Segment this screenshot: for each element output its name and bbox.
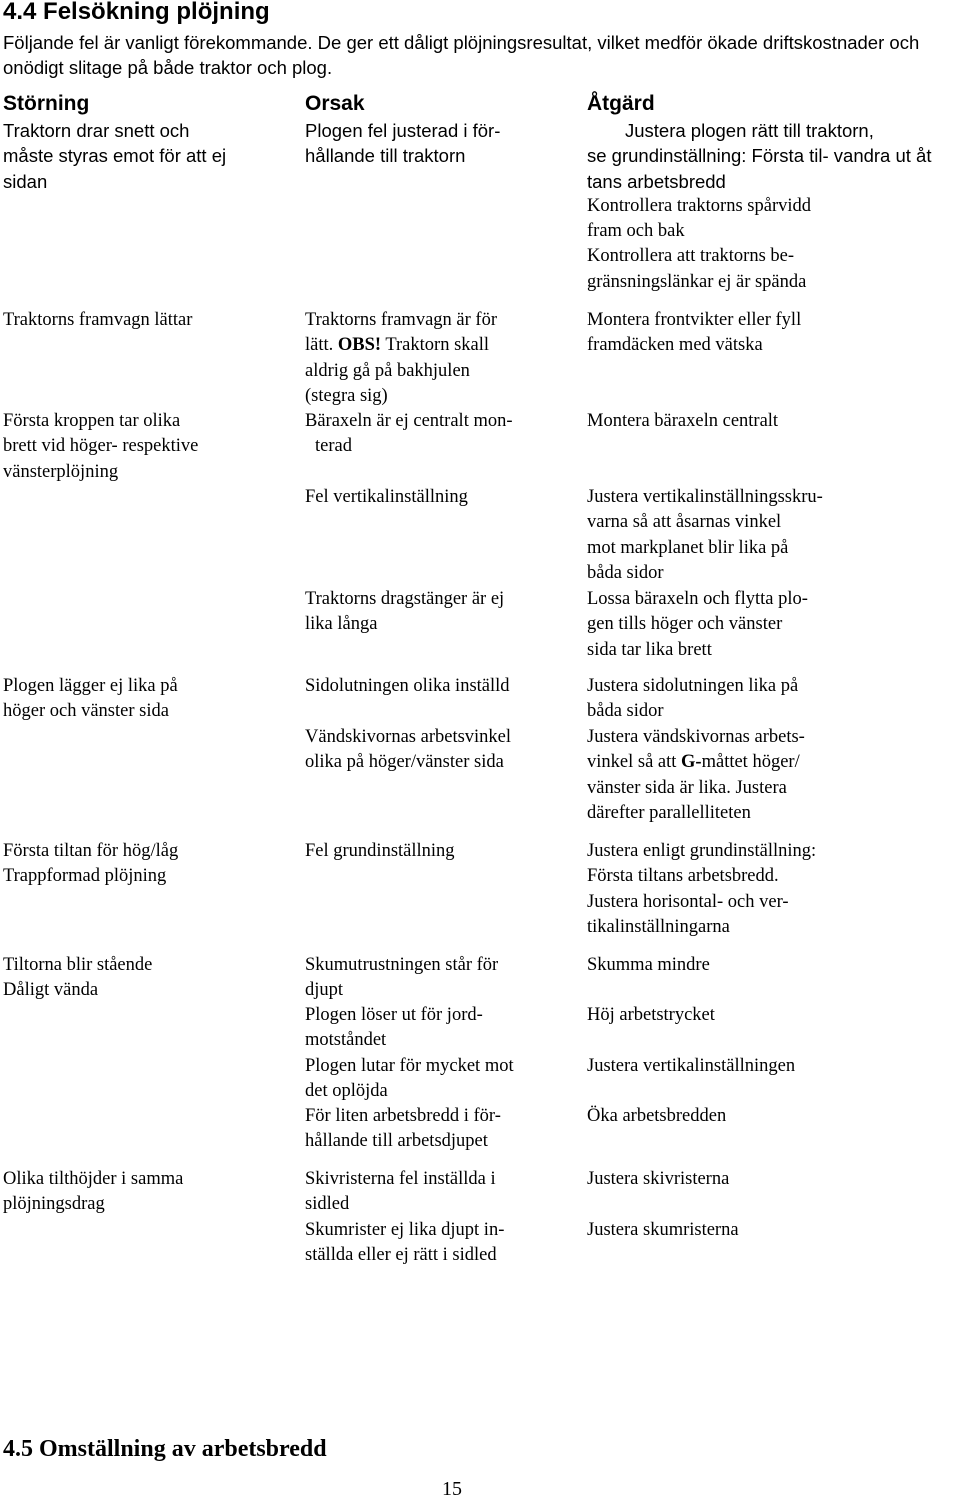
text-line: Första kroppen tar olika <box>3 411 181 431</box>
text-line: Justera horisontal- och ver- <box>587 891 789 912</box>
text-line: Kontrollera att traktorns be- <box>587 246 795 267</box>
text-line: det oplöjda <box>305 1081 388 1102</box>
text-line: Justera vändskivornas arbets- <box>587 727 805 747</box>
text-line: vänsterplöjning <box>3 461 119 482</box>
text-line: aldrig gå på bakhjulen <box>305 360 470 381</box>
text-line: Olika tilthöjder i samma <box>3 1169 184 1189</box>
atgard-cell <box>587 118 931 295</box>
text-line: Montera frontvikter eller fyll <box>587 310 802 330</box>
storning-cell <box>3 308 192 333</box>
text-line: Traktorns framvagn är för <box>305 310 497 330</box>
orsak-cell <box>305 1167 496 1218</box>
obs-emphasis: OBS! <box>337 335 382 356</box>
text-line: gen tills höger och vänster <box>587 614 783 635</box>
orsak-cell <box>305 485 468 510</box>
atgard-cell <box>587 674 798 725</box>
text-line: lika långa <box>305 614 378 635</box>
storning-cell <box>3 118 226 194</box>
text-line: Skumutrustningen står för <box>305 955 499 975</box>
text-line: lätt. OBS! Traktorn skall <box>305 335 490 356</box>
text-line: Plogen löser ut för jord- <box>305 1005 483 1025</box>
text-line: Plogen lägger ej lika på <box>3 676 178 696</box>
text-line: Första tiltans arbetsbredd. <box>587 866 779 887</box>
text-line: gränsningslänkar ej är spända <box>587 271 807 292</box>
text-line: tans arbetsbredd <box>587 170 726 192</box>
text-line: Justera skivristerna <box>587 1169 730 1189</box>
text-line: Öka arbetsbredden <box>587 1106 727 1126</box>
storning-cell <box>3 1167 183 1218</box>
column-header-orsak: Orsak <box>305 92 365 115</box>
orsak-cell <box>305 1054 514 1105</box>
text-line: djupt <box>305 980 344 1001</box>
text-line: Justera sidolutningen lika på <box>587 676 799 696</box>
text-line: Trappformad plöjning <box>3 866 167 887</box>
text-line: sidan <box>3 170 48 192</box>
atgard-cell <box>587 485 823 586</box>
text-line: sidled <box>305 1194 350 1215</box>
text-line: Skivristerna fel inställda i <box>305 1169 496 1189</box>
atgard-cell <box>587 1003 715 1028</box>
text-line: För liten arbetsbredd i för- <box>305 1106 501 1126</box>
text-line: sida tar lika brett <box>587 639 712 660</box>
atgard-cell <box>587 725 805 826</box>
text-line: Justera vertikalinställningsskru- <box>587 487 823 507</box>
text-line: Justera skumristerna <box>587 1220 739 1240</box>
text-line: Traktorns framvagn lättar <box>3 310 193 330</box>
text-line: plöjningsdrag <box>3 1194 105 1215</box>
storning-cell <box>3 953 152 1004</box>
text-line: Vändskivornas arbetsvinkel <box>305 727 512 747</box>
text-line: därefter parallelliteten <box>587 802 751 823</box>
atgard-cell <box>587 1054 795 1079</box>
text-line: fram och bak <box>587 221 685 242</box>
orsak-cell <box>305 587 504 638</box>
text-line: Bäraxeln är ej centralt mon- <box>305 411 513 431</box>
text-line: Sidolutningen olika inställd <box>305 676 510 696</box>
text-line: (stegra sig) <box>305 385 388 406</box>
text-line: Montera bäraxeln centralt <box>587 411 779 431</box>
orsak-cell <box>305 409 513 460</box>
orsak-cell <box>305 1218 504 1269</box>
orsak-cell <box>305 953 498 1004</box>
orsak-cell <box>305 1104 501 1155</box>
storning-cell <box>3 839 178 890</box>
storning-cell <box>3 674 178 725</box>
orsak-cell <box>305 839 455 864</box>
atgard-cell <box>587 1218 739 1243</box>
atgard-cell <box>587 1167 729 1192</box>
page-number: 15 <box>442 1478 462 1500</box>
text-line: Skumma mindre <box>587 955 710 975</box>
atgard-cell <box>587 409 778 434</box>
text-line: Höj arbetstrycket <box>587 1005 715 1025</box>
atgard-cell <box>587 1104 726 1129</box>
text-line: Fel vertikalinställning <box>305 487 468 507</box>
column-header-atgard: Åtgärd <box>587 92 655 115</box>
atgard-cell <box>587 308 801 359</box>
text-line: vinkel så att G-måttet höger/ <box>587 752 800 773</box>
text-line: Första tiltan för hög/låg <box>3 841 179 861</box>
text-line: brett vid höger- respektive <box>3 436 199 457</box>
orsak-cell <box>305 674 510 699</box>
orsak-cell <box>305 1003 483 1054</box>
orsak-cell <box>305 308 497 409</box>
text-line: Plogen fel justerad i för- <box>305 120 501 141</box>
text-line: olika på höger/vänster sida <box>305 752 504 773</box>
text-line: Tiltorna blir stående <box>3 955 153 975</box>
text-line: Plogen lutar för mycket mot <box>305 1056 514 1076</box>
text-line: Fel grundinställning <box>305 841 455 861</box>
text-line: varna så att åsarnas vinkel <box>587 512 782 533</box>
text-line: båda sidor <box>587 701 664 722</box>
text-line: hållande till traktorn <box>305 145 466 167</box>
text-line: måste styras emot för att ej <box>3 145 227 167</box>
text-line: Traktorns dragstänger är ej <box>305 589 505 609</box>
text-line: hållande till arbetsdjupet <box>305 1131 488 1152</box>
text-line: Traktorn drar snett och <box>3 120 190 141</box>
text-line: terad <box>315 436 352 457</box>
text-line: Dåligt vända <box>3 980 99 1001</box>
storning-cell <box>3 409 198 485</box>
section-heading: 4.4 Felsökning plöjning <box>3 0 270 25</box>
text-line: Kontrollera traktorns spårvidd <box>587 195 811 216</box>
text-line: tikalinställningarna <box>587 916 730 937</box>
next-section-heading: 4.5 Omställning av arbetsbredd <box>3 1436 327 1462</box>
text-line: vänster sida är lika. Justera <box>587 777 787 798</box>
text-line: framdäcken med vätska <box>587 335 763 356</box>
text-line: Justera vertikalinställningen <box>587 1056 796 1076</box>
intro-line: onödigt slitage på både traktor och plog. <box>3 57 333 78</box>
text-line: höger och vänster sida <box>3 701 169 722</box>
atgard-cell <box>587 587 808 663</box>
text-line: Justera plogen rätt till traktorn, <box>625 120 874 141</box>
text-line: Skumrister ej lika djupt in- <box>305 1220 505 1240</box>
g-measure-emphasis: G- <box>681 752 702 773</box>
text-line: Lossa bäraxeln och flytta plo- <box>587 589 808 609</box>
intro-text <box>3 30 919 80</box>
atgard-cell <box>587 839 816 940</box>
column-header-storning: Störning <box>3 92 90 115</box>
orsak-cell <box>305 118 500 169</box>
atgard-cell <box>587 953 710 978</box>
orsak-cell <box>305 725 511 776</box>
intro-line: Följande fel är vanligt förekommande. De ger ett dåligt plöjningsresultat, vilket medför ökade driftskostnader och <box>3 32 920 53</box>
text-line: båda sidor <box>587 562 664 583</box>
text-line: se grundinställning: Första til- vandra ut åt <box>587 145 932 167</box>
text-line: motståndet <box>305 1030 387 1051</box>
text-line: ställda eller ej rätt i sidled <box>305 1245 497 1266</box>
text-line: mot markplanet blir lika på <box>587 537 789 558</box>
text-line: Justera enligt grundinställning: <box>587 841 817 861</box>
